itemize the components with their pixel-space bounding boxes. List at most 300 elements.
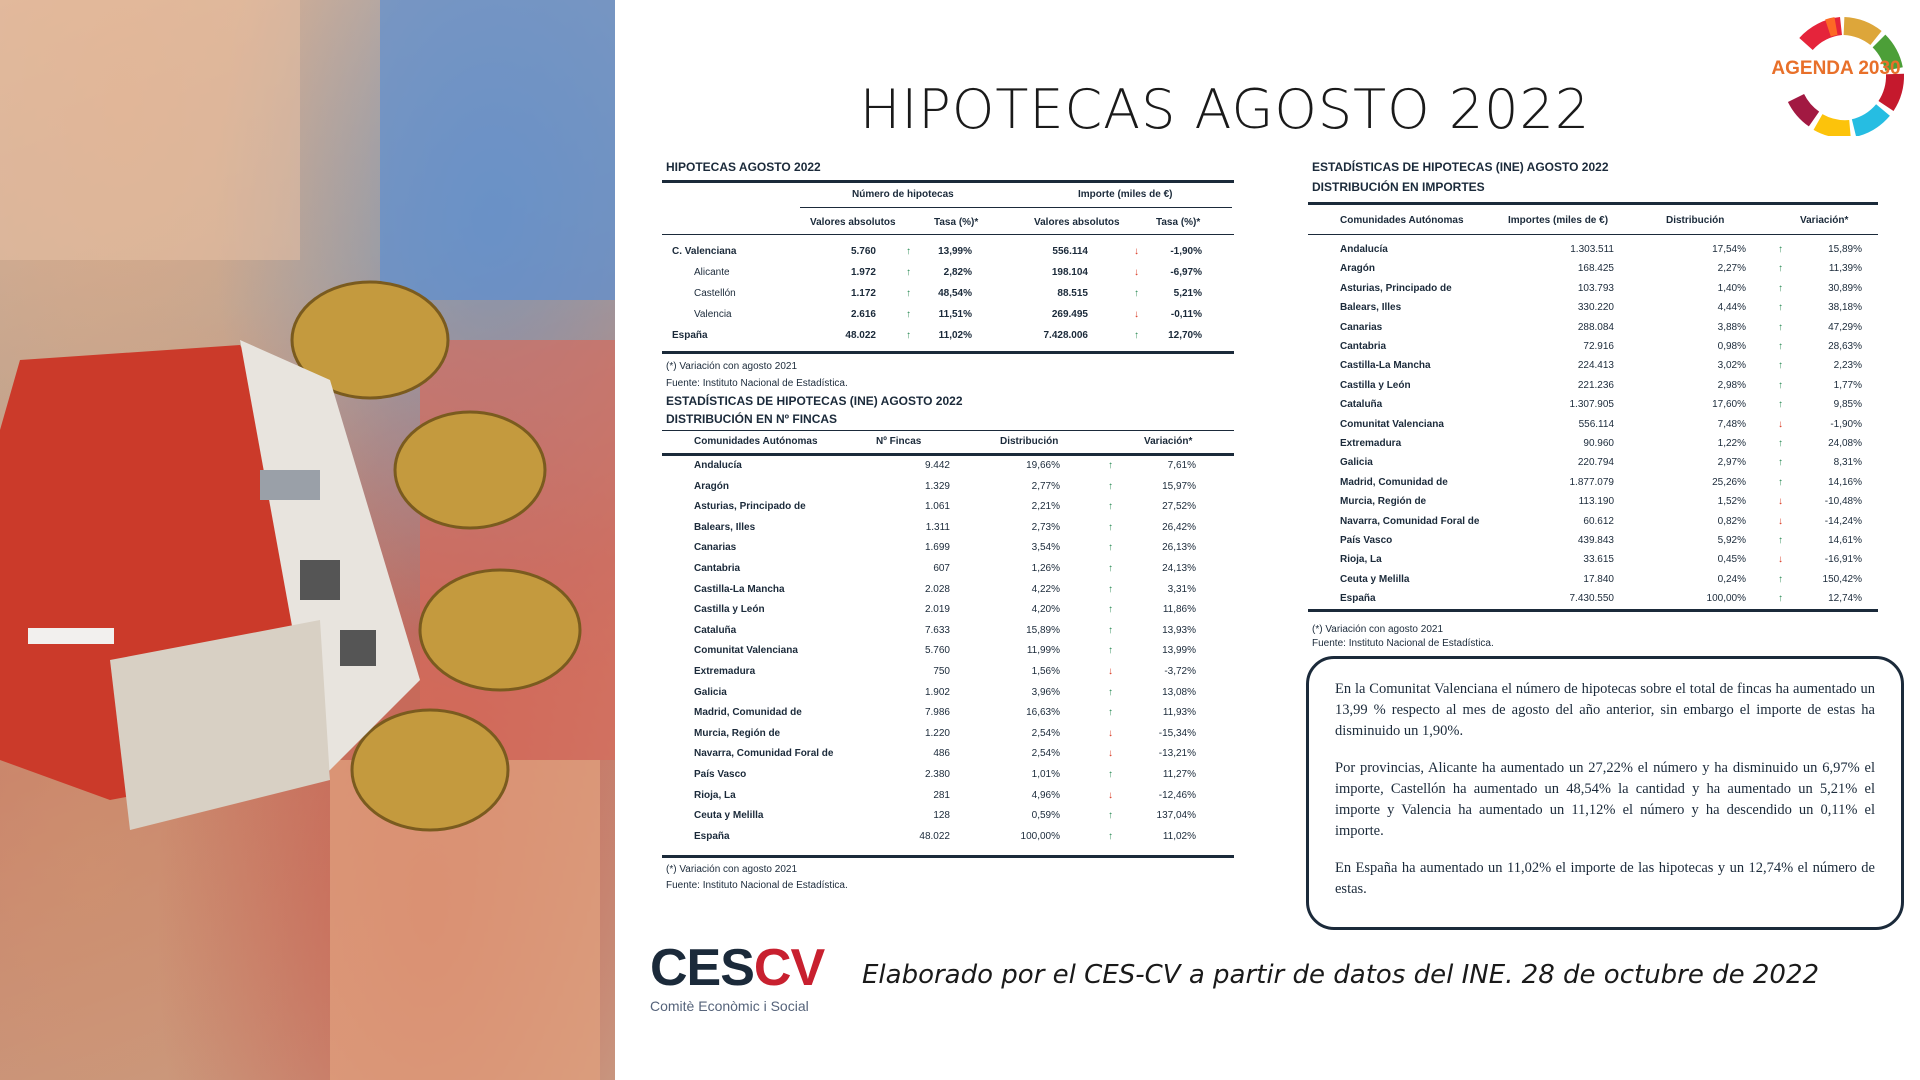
row-number-value: 48.022 <box>845 330 876 341</box>
row-variation: 28,63% <box>1828 341 1862 352</box>
row-variation: -16,91% <box>1824 554 1862 566</box>
row-amount-rate: -1,90% <box>1170 246 1202 257</box>
up-arrow-icon: ↑ <box>1108 707 1113 719</box>
cescv-logo <box>650 939 825 1014</box>
up-arrow-icon: ↑ <box>1108 645 1113 657</box>
row-distribution: 1,56% <box>1031 666 1060 677</box>
row-distribution: 17,54% <box>1712 244 1746 255</box>
up-arrow-icon: ↑ <box>906 330 911 341</box>
table2-subtitle: DISTRIBUCIÓN EN Nº FINCAS <box>666 412 838 426</box>
row-variation: -14,24% <box>1824 515 1862 527</box>
table1-header-rule <box>800 207 1232 208</box>
up-arrow-icon: ↑ <box>906 267 911 278</box>
house-coins-photo <box>0 0 615 1080</box>
table-row <box>1312 574 1878 594</box>
row-region: Rioja, La <box>1340 554 1382 566</box>
table2-header-rule <box>662 453 1234 456</box>
row-fincas: 1.220 <box>924 727 950 739</box>
row-variation: -15,34% <box>1158 727 1196 739</box>
down-arrow-icon: ↓ <box>1108 748 1113 760</box>
table3-subtitle: DISTRIBUCIÓN EN IMPORTES <box>1312 180 1485 194</box>
row-region: Galicia <box>694 686 727 698</box>
down-arrow-icon: ↓ <box>1134 309 1139 320</box>
up-arrow-icon: ↑ <box>1108 460 1113 471</box>
table-row <box>666 604 1232 624</box>
row-region: Aragón <box>694 480 729 492</box>
up-arrow-icon: ↑ <box>1108 542 1113 554</box>
row-variation: 27,52% <box>1162 501 1196 513</box>
table-row <box>666 501 1232 521</box>
row-fincas: 7.986 <box>924 707 950 719</box>
table1-title: HIPOTECAS AGOSTO 2022 <box>666 160 821 174</box>
row-amount: 330.220 <box>1577 302 1614 314</box>
row-region: País Vasco <box>1340 535 1393 546</box>
row-variation: 7,61% <box>1167 460 1196 471</box>
table-row <box>666 687 1232 707</box>
table1-col-values2: Valores absolutos <box>1034 217 1120 228</box>
row-name: Valencia <box>694 309 732 320</box>
row-variation: 137,04% <box>1156 810 1196 822</box>
table1-col-rate2: Tasa (%)* <box>1156 217 1201 228</box>
row-region: Madrid, Comunidad de <box>1340 476 1448 488</box>
row-region: Murcia, Región de <box>694 727 781 739</box>
row-amount-rate: -0,11% <box>1170 309 1202 320</box>
row-region: Madrid, Comunidad de <box>694 707 802 719</box>
row-variation: 38,18% <box>1828 302 1862 314</box>
table2-col-region: Comunidades Autónomas <box>694 436 818 447</box>
table-row <box>1312 535 1878 555</box>
row-number-value: 5.760 <box>850 246 876 257</box>
row-fincas: 48.022 <box>919 830 950 842</box>
up-arrow-icon: ↑ <box>1778 321 1783 333</box>
row-distribution: 0,98% <box>1717 341 1746 352</box>
row-distribution: 0,45% <box>1717 554 1746 566</box>
table-row <box>1312 438 1878 458</box>
row-distribution: 2,54% <box>1031 727 1060 739</box>
table-row <box>1312 477 1878 497</box>
up-arrow-icon: ↑ <box>1108 810 1113 822</box>
row-amount: 1.303.511 <box>1570 244 1614 255</box>
row-region: Castilla y León <box>1340 379 1411 391</box>
row-region: Canarias <box>1340 321 1383 333</box>
table-row <box>1312 360 1878 380</box>
down-arrow-icon: ↓ <box>1108 789 1113 801</box>
up-arrow-icon: ↑ <box>1778 593 1783 605</box>
row-amount-value: 556.114 <box>1052 246 1088 257</box>
row-fincas: 607 <box>933 563 950 574</box>
row-amount: 17.840 <box>1583 573 1614 585</box>
agenda-2030-text: AGENDA 2030 <box>1771 58 1901 79</box>
row-name: Alicante <box>694 267 730 278</box>
row-number-rate: 11,51% <box>938 309 972 320</box>
row-distribution: 0,59% <box>1031 810 1060 822</box>
table-row <box>666 267 1232 287</box>
table-row <box>1312 263 1878 283</box>
row-variation: 15,97% <box>1162 480 1196 492</box>
row-distribution: 2,21% <box>1031 501 1060 513</box>
table2-note: (*) Variación con agosto 2021 <box>666 864 798 875</box>
up-arrow-icon: ↑ <box>1108 624 1113 636</box>
row-variation: 13,08% <box>1162 686 1196 698</box>
row-amount: 220.794 <box>1577 457 1614 469</box>
table1-col-rate1: Tasa (%)* <box>934 217 979 228</box>
row-amount-rate: 5,21% <box>1173 288 1202 299</box>
row-fincas: 486 <box>933 748 950 760</box>
row-region: España <box>694 830 730 842</box>
summary-box <box>1306 656 1904 930</box>
up-arrow-icon: ↑ <box>1108 501 1113 513</box>
row-fincas: 1.329 <box>924 480 950 492</box>
up-arrow-icon: ↑ <box>1778 573 1783 585</box>
up-arrow-icon: ↑ <box>1778 476 1783 488</box>
up-arrow-icon: ↑ <box>1778 244 1783 255</box>
row-variation: 150,42% <box>1822 573 1862 585</box>
row-amount: 224.413 <box>1577 360 1614 372</box>
table-row <box>1312 341 1878 361</box>
row-variation: 11,39% <box>1828 263 1862 275</box>
row-region: Ceuta y Melilla <box>694 810 764 822</box>
up-arrow-icon: ↑ <box>1778 535 1783 546</box>
row-variation: 24,13% <box>1162 563 1196 574</box>
up-arrow-icon: ↑ <box>1108 521 1113 533</box>
row-variation: 13,99% <box>1162 645 1196 657</box>
row-amount: 288.084 <box>1577 321 1614 333</box>
table3-col-amount: Importes (miles de €) <box>1508 215 1609 226</box>
table3-bottom-rule <box>1308 609 1878 612</box>
row-distribution: 0,82% <box>1717 515 1746 527</box>
row-variation: -1,90% <box>1830 418 1862 430</box>
up-arrow-icon: ↑ <box>1108 604 1113 616</box>
table-row <box>666 728 1232 748</box>
row-distribution: 0,24% <box>1717 573 1746 585</box>
row-variation: 26,13% <box>1162 542 1196 554</box>
row-region: Murcia, Región de <box>1340 496 1427 508</box>
row-distribution: 1,40% <box>1717 282 1746 294</box>
row-variation: 47,29% <box>1828 321 1862 333</box>
row-distribution: 17,60% <box>1712 399 1746 411</box>
row-amount-rate: 12,70% <box>1168 330 1202 341</box>
row-region: Andalucía <box>694 460 742 471</box>
up-arrow-icon: ↑ <box>1134 288 1139 299</box>
row-distribution: 4,96% <box>1031 789 1060 801</box>
row-fincas: 1.699 <box>924 542 950 554</box>
up-arrow-icon: ↑ <box>1778 438 1783 449</box>
table3-note: (*) Variación con agosto 2021 <box>1312 624 1444 635</box>
summary-paragraph-1: En la Comunitat Valenciana el número de hipotecas sobre el total de fincas ha aumentado un 13,99 % respecto al mes de agosto del año anterior, sin embargo el importe de estas ha disminuido un 1,90%. <box>1335 681 1875 739</box>
row-name: C. Valenciana <box>672 246 737 257</box>
row-distribution: 4,20% <box>1031 604 1060 616</box>
row-number-rate: 48,54% <box>938 288 972 299</box>
row-distribution: 11,99% <box>1026 645 1060 657</box>
table-row <box>666 330 1232 350</box>
up-arrow-icon: ↑ <box>1778 302 1783 314</box>
row-number-value: 1.172 <box>850 288 876 299</box>
table-row <box>1312 496 1878 516</box>
row-amount-value: 198.104 <box>1051 267 1088 278</box>
row-distribution: 3,96% <box>1031 686 1060 698</box>
row-distribution: 2,77% <box>1031 480 1060 492</box>
table-row <box>1312 419 1878 439</box>
row-distribution: 100,00% <box>1706 593 1746 605</box>
table-row <box>666 645 1232 665</box>
row-region: Cataluña <box>694 624 737 636</box>
row-name: Castellón <box>694 288 736 299</box>
up-arrow-icon: ↑ <box>1108 769 1113 780</box>
row-distribution: 1,01% <box>1031 769 1060 780</box>
up-arrow-icon: ↑ <box>1134 330 1139 341</box>
row-fincas: 1.311 <box>925 521 950 533</box>
row-distribution: 3,02% <box>1717 360 1746 372</box>
row-distribution: 1,22% <box>1717 438 1746 449</box>
row-region: Extremadura <box>694 666 756 677</box>
table2-title: ESTADÍSTICAS DE HIPOTECAS (INE) AGOSTO 2022 <box>666 394 963 408</box>
table-row <box>1312 516 1878 536</box>
row-distribution: 19,66% <box>1026 460 1060 471</box>
row-region: Cataluña <box>1340 399 1383 411</box>
row-region: Navarra, Comunidad Foral de <box>1340 515 1480 527</box>
row-variation: -3,72% <box>1164 666 1196 677</box>
row-fincas: 2.019 <box>924 604 950 616</box>
row-distribution: 7,48% <box>1717 418 1746 430</box>
table2-top-rule <box>662 430 1234 431</box>
row-region: Rioja, La <box>694 789 736 801</box>
row-region: Castilla y León <box>694 604 765 616</box>
up-arrow-icon: ↑ <box>1108 830 1113 842</box>
table3-header-rule <box>1308 234 1878 235</box>
row-distribution: 16,63% <box>1026 707 1060 719</box>
row-region: Navarra, Comunidad Foral de <box>694 748 834 760</box>
table3-col-distribution: Distribución <box>1666 215 1725 226</box>
table-row <box>666 748 1232 768</box>
table-row <box>666 563 1232 583</box>
row-amount-value: 88.515 <box>1057 288 1088 299</box>
row-region: Castilla-La Mancha <box>694 583 785 595</box>
table1-group-number: Número de hipotecas <box>852 189 954 200</box>
summary-paragraph-2: Por provincias, Alicante ha aumentado un 27,22% el número y ha disminuido un 6,97% el importe, Castellón ha aumentado un 48,54% la cantidad y ha aumentado un 5,21% el importe y Valencia ha aumentado un 11,12% el número y ha descendido un 0,11% el importe. <box>1335 760 1875 839</box>
table-row <box>1312 283 1878 303</box>
row-variation: 26,42% <box>1162 521 1196 533</box>
row-region: Cantabria <box>694 563 741 574</box>
cescv-name: CESCV <box>650 939 825 997</box>
row-variation: 11,93% <box>1162 707 1196 719</box>
table1-bottom-rule <box>662 351 1234 354</box>
row-number-value: 1.972 <box>850 267 876 278</box>
row-variation: 14,61% <box>1828 535 1862 546</box>
row-region: Castilla-La Mancha <box>1340 360 1431 372</box>
table-row <box>666 625 1232 645</box>
row-region: Asturias, Principado de <box>694 501 806 513</box>
table-row <box>666 481 1232 501</box>
table-row <box>666 246 1232 266</box>
row-distribution: 5,92% <box>1717 535 1746 546</box>
row-variation: 12,74% <box>1828 593 1862 605</box>
row-region: Extremadura <box>1340 438 1402 449</box>
table3-title: ESTADÍSTICAS DE HIPOTECAS (INE) AGOSTO 2022 <box>1312 160 1609 174</box>
row-amount: 60.612 <box>1583 515 1614 527</box>
row-region: España <box>1340 593 1376 605</box>
row-variation: 1,77% <box>1833 379 1862 391</box>
table-row <box>1312 399 1878 419</box>
row-name: España <box>672 330 708 341</box>
row-fincas: 1.061 <box>924 501 950 513</box>
row-region: Balears, Illes <box>694 521 756 533</box>
row-amount: 90.960 <box>1583 438 1614 449</box>
table-row <box>1312 554 1878 574</box>
table-row <box>666 790 1232 810</box>
row-distribution: 2,27% <box>1717 263 1746 275</box>
table-row <box>666 810 1232 830</box>
row-fincas: 128 <box>933 810 950 822</box>
table1-group-amount: Importe (miles de €) <box>1078 189 1173 200</box>
up-arrow-icon: ↑ <box>1108 563 1113 574</box>
row-distribution: 2,73% <box>1031 521 1060 533</box>
row-variation: 11,27% <box>1162 769 1196 780</box>
row-variation: -13,21% <box>1158 748 1196 760</box>
row-fincas: 7.633 <box>924 624 950 636</box>
row-distribution: 1,52% <box>1717 496 1746 508</box>
table1-note: (*) Variación con agosto 2021 <box>666 361 798 372</box>
table-row <box>1312 380 1878 400</box>
row-amount: 103.793 <box>1577 282 1614 294</box>
table-row <box>666 522 1232 542</box>
row-fincas: 2.380 <box>924 769 950 780</box>
table-row <box>1312 244 1878 264</box>
row-distribution: 100,00% <box>1020 830 1060 842</box>
up-arrow-icon: ↑ <box>1778 341 1783 352</box>
up-arrow-icon: ↑ <box>1108 480 1113 492</box>
row-region: Ceuta y Melilla <box>1340 573 1410 585</box>
row-variation: 30,89% <box>1828 282 1862 294</box>
row-region: Cantabria <box>1340 341 1387 352</box>
row-region: Galicia <box>1340 457 1373 469</box>
up-arrow-icon: ↑ <box>1108 583 1113 595</box>
table2-col-fincas: Nº Fincas <box>876 436 922 447</box>
up-arrow-icon: ↑ <box>1778 282 1783 294</box>
row-number-value: 2.616 <box>850 309 876 320</box>
row-region: Aragón <box>1340 263 1375 275</box>
row-number-rate: 11,02% <box>938 330 972 341</box>
row-variation: 13,93% <box>1162 624 1196 636</box>
down-arrow-icon: ↓ <box>1778 418 1783 430</box>
row-amount: 439.843 <box>1577 535 1614 546</box>
table3-col-region: Comunidades Autónomas <box>1340 215 1464 226</box>
row-variation: 2,23% <box>1833 360 1862 372</box>
row-fincas: 9.442 <box>924 460 950 471</box>
row-region: País Vasco <box>694 769 747 780</box>
table-row <box>666 309 1232 329</box>
table-row <box>1312 302 1878 322</box>
row-amount: 168.425 <box>1577 263 1614 275</box>
row-distribution: 2,98% <box>1717 379 1746 391</box>
table-row <box>666 288 1232 308</box>
row-variation: 24,08% <box>1828 438 1862 449</box>
row-variation: 14,16% <box>1828 476 1862 488</box>
summary-paragraph-3: En España ha aumentado un 11,02% el importe de las hipotecas y un 12,74% el número de estas. <box>1335 860 1875 897</box>
down-arrow-icon: ↓ <box>1778 554 1783 566</box>
row-fincas: 5.760 <box>924 645 950 657</box>
row-fincas: 281 <box>933 789 950 801</box>
table2-col-variation: Variación* <box>1144 436 1193 447</box>
row-amount: 221.236 <box>1577 379 1614 391</box>
row-amount: 1.877.079 <box>1569 476 1614 488</box>
row-amount: 1.307.905 <box>1569 399 1614 411</box>
row-variation: 3,31% <box>1167 583 1196 595</box>
row-variation: 9,85% <box>1833 399 1862 411</box>
table-row <box>666 707 1232 727</box>
row-region: Comunitat Valenciana <box>1340 418 1444 430</box>
up-arrow-icon: ↑ <box>1108 686 1113 698</box>
table1-columns-rule <box>662 234 1234 235</box>
up-arrow-icon: ↑ <box>906 246 911 257</box>
up-arrow-icon: ↑ <box>1778 457 1783 469</box>
row-variation: 8,31% <box>1833 457 1862 469</box>
down-arrow-icon: ↓ <box>1108 666 1113 677</box>
table1-top-rule <box>662 180 1234 183</box>
table-row <box>666 831 1232 851</box>
row-distribution: 2,54% <box>1031 748 1060 760</box>
row-region: Andalucía <box>1340 244 1388 255</box>
table-row <box>1312 457 1878 477</box>
table3-col-variation: Variación* <box>1800 215 1849 226</box>
down-arrow-icon: ↓ <box>1134 267 1139 278</box>
cescv-subtitle: Comitè Econòmic i Social <box>650 998 809 1014</box>
table1-col-values1: Valores absolutos <box>810 217 896 228</box>
row-region: Balears, Illes <box>1340 302 1402 314</box>
up-arrow-icon: ↑ <box>1778 263 1783 275</box>
table3-top-rule <box>1308 202 1878 205</box>
row-amount-rate: -6,97% <box>1170 267 1202 278</box>
table2-source: Fuente: Instituto Nacional de Estadística. <box>666 880 848 891</box>
table-row <box>666 542 1232 562</box>
down-arrow-icon: ↓ <box>1134 246 1139 257</box>
agenda-2030-logo <box>1766 14 1916 136</box>
down-arrow-icon: ↓ <box>1108 727 1113 739</box>
row-number-rate: 2,82% <box>943 267 972 278</box>
row-region: Comunitat Valenciana <box>694 645 798 657</box>
row-distribution: 1,26% <box>1031 563 1060 574</box>
row-variation: 11,02% <box>1162 830 1196 842</box>
table2-col-distribution: Distribución <box>1000 436 1059 447</box>
up-arrow-icon: ↑ <box>906 309 911 320</box>
row-distribution: 25,26% <box>1712 476 1746 488</box>
up-arrow-icon: ↑ <box>1778 399 1783 411</box>
page-title: HIPOTECAS AGOSTO 2022 <box>859 78 1591 141</box>
row-amount: 33.615 <box>1583 554 1614 566</box>
row-distribution: 2,97% <box>1717 457 1746 469</box>
row-distribution: 3,88% <box>1717 321 1746 333</box>
table1-source: Fuente: Instituto Nacional de Estadística. <box>666 378 848 389</box>
row-amount-value: 269.495 <box>1051 309 1088 320</box>
table-row <box>666 666 1232 686</box>
down-arrow-icon: ↓ <box>1778 496 1783 508</box>
row-amount: 7.430.550 <box>1569 593 1614 605</box>
row-variation: -10,48% <box>1824 496 1862 508</box>
row-fincas: 1.902 <box>924 686 950 698</box>
row-amount: 72.916 <box>1583 341 1614 352</box>
table-row <box>1312 322 1878 342</box>
table-row <box>666 769 1232 789</box>
row-region: Asturias, Principado de <box>1340 282 1452 294</box>
table-row <box>666 584 1232 604</box>
row-amount-value: 7.428.006 <box>1043 330 1088 341</box>
table-row <box>666 460 1232 480</box>
row-fincas: 750 <box>933 666 950 677</box>
row-variation: 15,89% <box>1828 244 1862 255</box>
row-fincas: 2.028 <box>924 583 950 595</box>
row-distribution: 15,89% <box>1026 624 1060 636</box>
up-arrow-icon: ↑ <box>1778 360 1783 372</box>
row-variation: 11,86% <box>1162 604 1196 616</box>
